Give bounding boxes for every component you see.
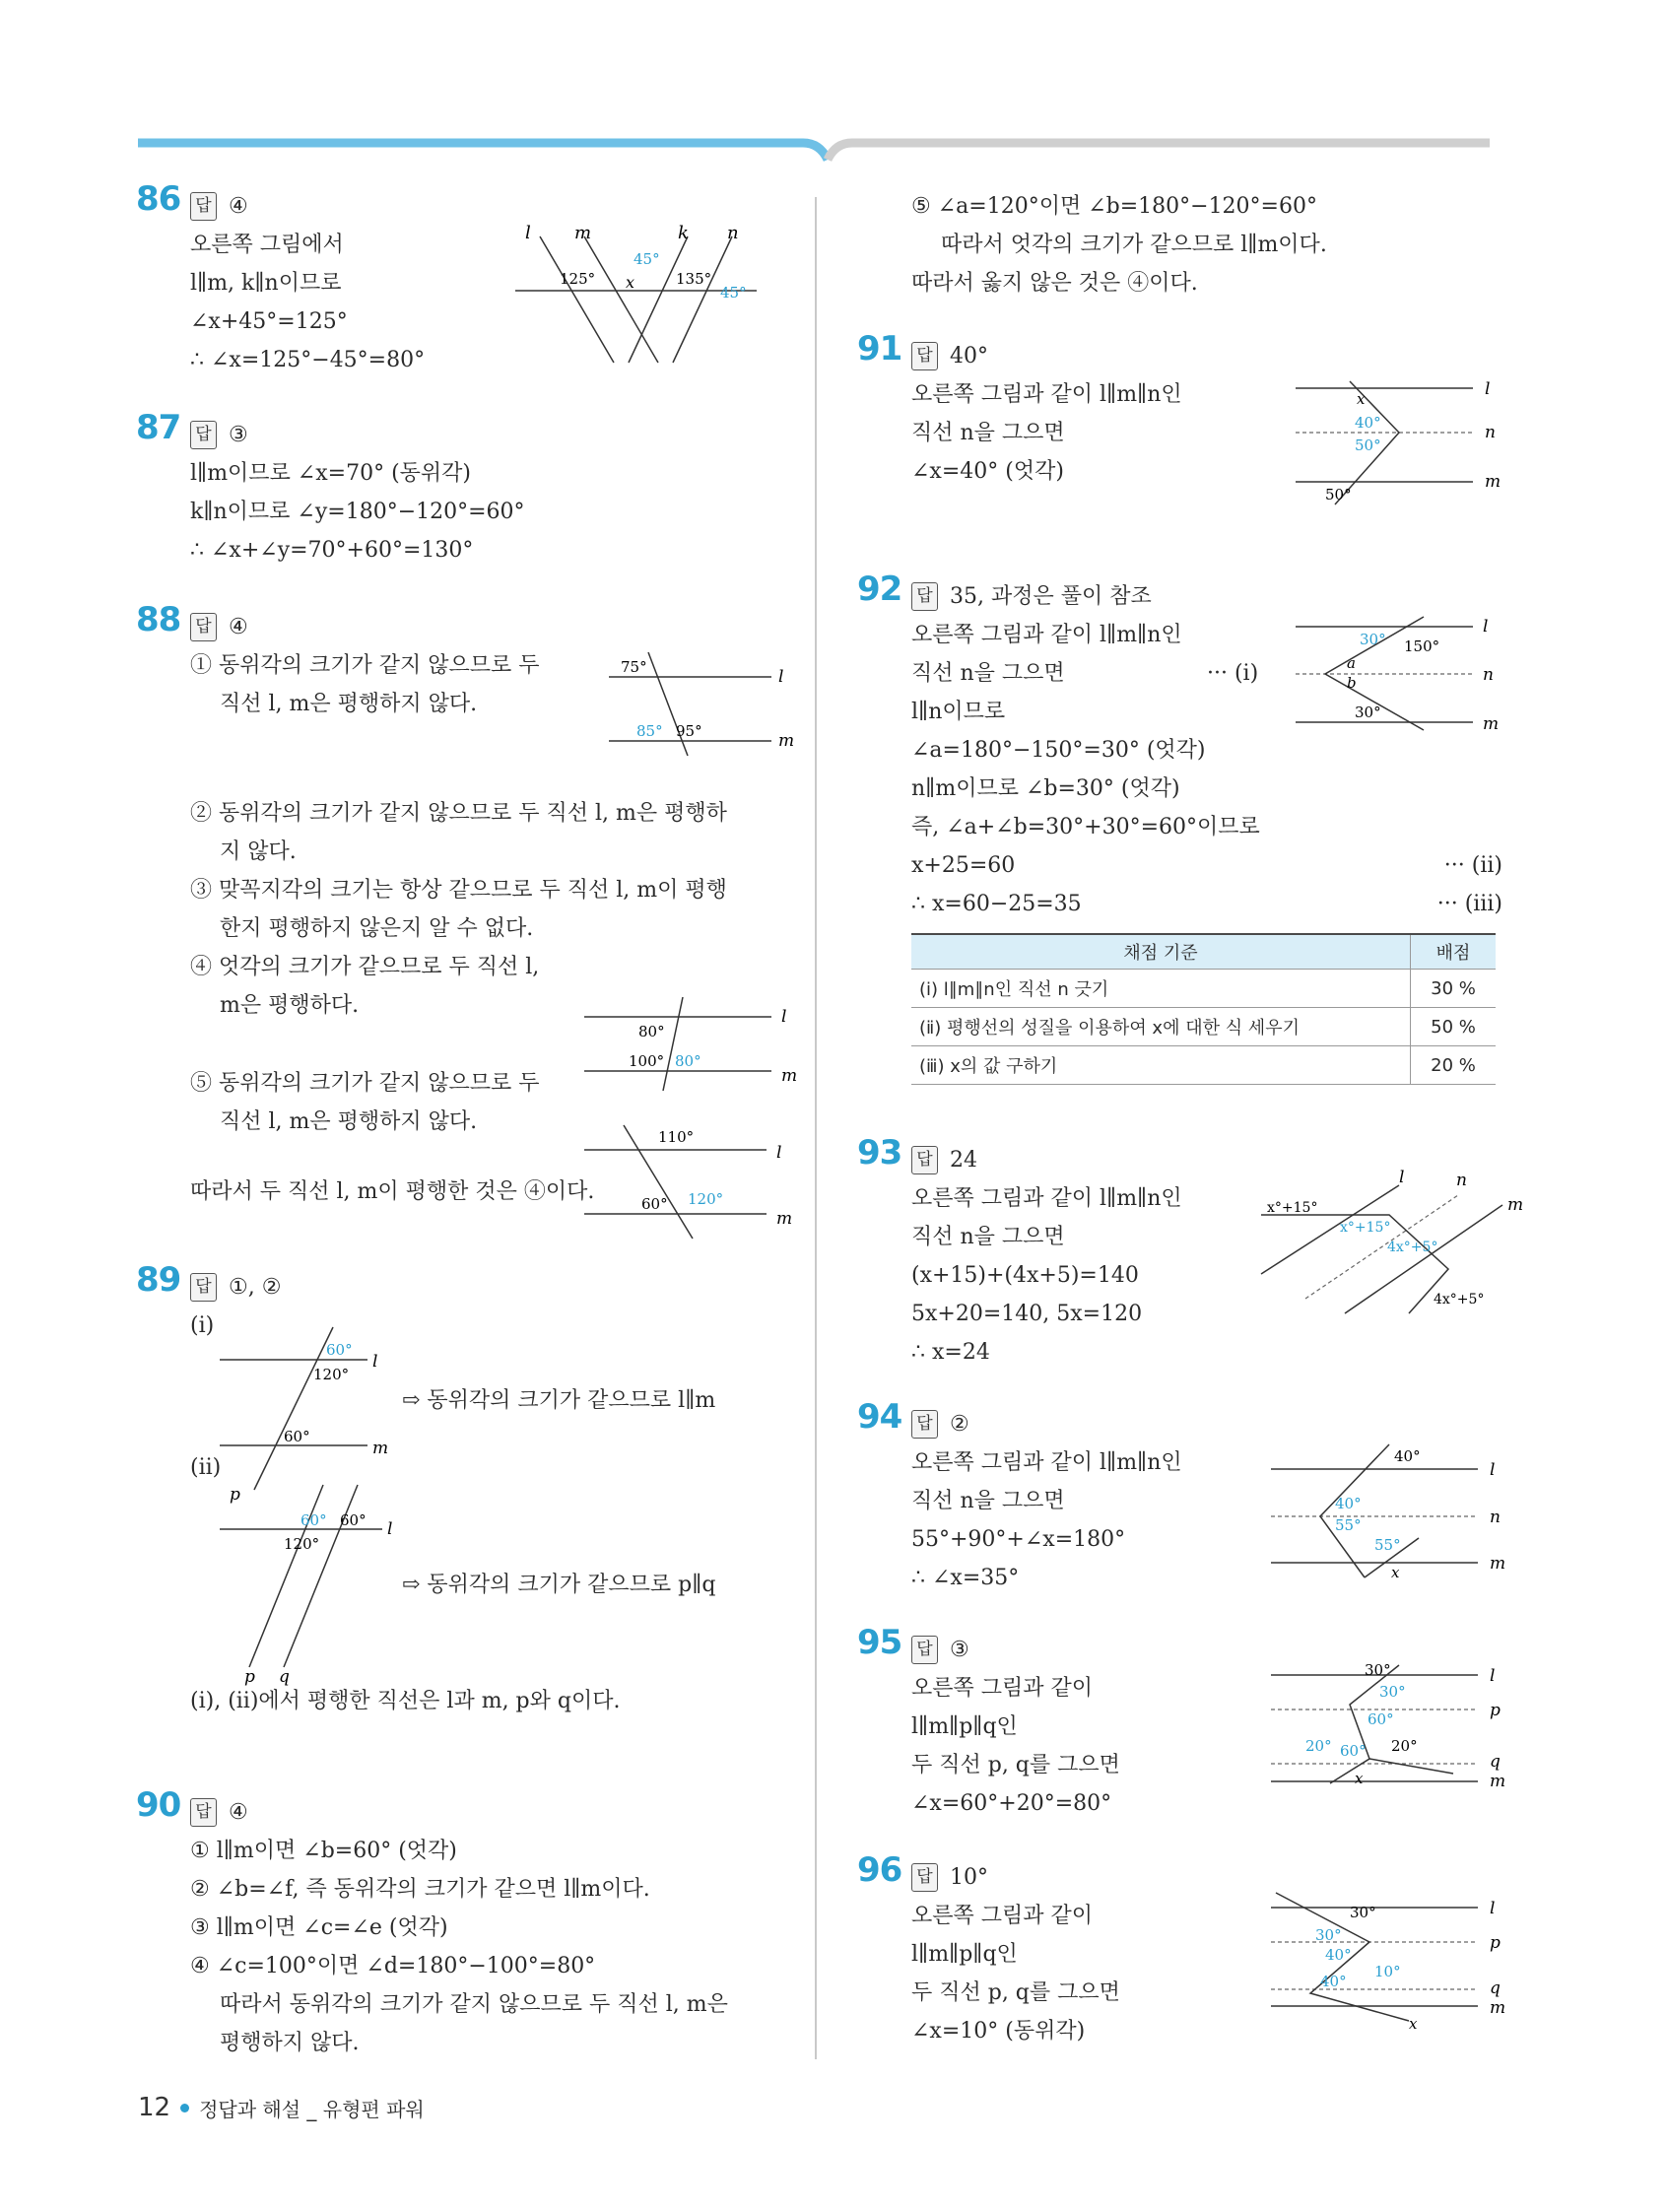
figure-92: [1296, 607, 1527, 735]
angle-label: 50°: [1355, 436, 1381, 454]
angle-label: x: [626, 273, 635, 292]
angle-label: 60°: [340, 1511, 367, 1529]
problem-number: 86: [136, 179, 181, 219]
answer-value: ④: [229, 194, 248, 219]
bullet-icon: [180, 2104, 189, 2112]
problem-87: [136, 408, 821, 570]
problem-number: 87: [136, 408, 181, 447]
problem-number: 89: [136, 1260, 181, 1300]
answer-badge: 답: [911, 1863, 938, 1892]
case-label: (ⅱ): [190, 1455, 222, 1480]
header-decoration: [0, 0, 1668, 168]
angle-label: b: [1347, 674, 1357, 692]
angle-label: 4x°+5°: [1434, 1292, 1485, 1307]
step-mark: ··· (ⅱ): [1443, 853, 1502, 878]
solution-line: ∴ x=24: [911, 1340, 990, 1365]
line-label: m: [1490, 1998, 1506, 2018]
solution-line: ∠x+45°=125°: [190, 309, 348, 334]
angle-label: 55°: [1335, 1516, 1362, 1534]
solution-line: ③ l∥m이면 ∠c=∠e (엇각): [190, 1915, 448, 1940]
solution-line: 55°+90°+∠x=180°: [911, 1527, 1126, 1552]
problem-92: [857, 570, 1542, 1077]
solution-line: ② 동위각의 크기가 같지 않으므로 두 직선 l, m은 평행하: [190, 801, 727, 826]
angle-label: 125°: [560, 270, 596, 288]
angle-label: x°+15°: [1340, 1220, 1391, 1236]
solution-line: 따라서 동위각의 크기가 같지 않으므로 두 직선 l, m은: [220, 1992, 728, 2017]
solution-line: 즉, ∠a+∠b=30°+30°=60°이므로: [911, 815, 1260, 839]
angle-label: x: [1357, 390, 1366, 408]
answer-badge: 답: [190, 421, 217, 449]
solution-line: ③ 맞꼭지각의 크기는 항상 같으므로 두 직선 l, m이 평행: [190, 878, 727, 903]
answer-line: [190, 416, 821, 454]
solution-line: ∠x=40° (엇각): [911, 459, 1064, 484]
problem-number: 94: [857, 1397, 902, 1437]
table-cell: 50 %: [1411, 1008, 1497, 1046]
solution-line: 평행하지 않다.: [220, 2031, 360, 2055]
figure-96: [1271, 1883, 1527, 2031]
angle-label: x: [1391, 1564, 1400, 1581]
solution-line: ④ 엇각의 크기가 같으므로 두 직선 l,: [190, 955, 540, 979]
problem-88: [136, 600, 821, 1229]
problem-90: [136, 1785, 821, 2062]
angle-label: 4x°+5°: [1387, 1240, 1438, 1255]
answer-line: [190, 608, 821, 646]
line-label: n: [1483, 665, 1494, 685]
answer-line: [190, 1793, 821, 1832]
line-label: l: [1490, 1666, 1496, 1686]
solution-line: 오른쪽 그림과 같이 l∥m∥n인: [911, 382, 1182, 407]
line-label: m: [574, 223, 592, 243]
line-label: m: [1490, 1772, 1506, 1791]
arrow-note: ⇨ 동위각의 크기가 같으므로 l∥m: [402, 1388, 716, 1413]
solution-line: ① 동위각의 크기가 같지 않으므로 두: [190, 653, 540, 678]
table-cell: (ⅲ) x의 값 구하기: [911, 1046, 1411, 1085]
angle-label: 50°: [1325, 486, 1352, 503]
figure-88-1: [609, 647, 806, 756]
table-cell: 20 %: [1411, 1046, 1497, 1085]
solution-line: 오른쪽 그림과 같이 l∥m∥n인: [911, 623, 1182, 647]
table-cell: 30 %: [1411, 970, 1497, 1008]
angle-label: x: [1409, 2015, 1418, 2033]
table-row: [911, 1008, 1496, 1046]
angle-label: 85°: [636, 722, 663, 740]
answer-value: ③: [229, 423, 248, 447]
solution-line: l∥n이므로: [911, 700, 1006, 724]
figure-91: [1296, 376, 1527, 509]
table-cell: (ⅱ) 평행선의 성질을 이용하여 x에 대한 식 세우기: [911, 1008, 1411, 1046]
line-label: m: [778, 731, 795, 751]
solution-line: 한지 평행하지 않은지 알 수 없다.: [220, 916, 534, 941]
angle-label: 30°: [1360, 631, 1386, 648]
angle-label: 40°: [1335, 1495, 1362, 1512]
angle-label: x°+15°: [1267, 1200, 1318, 1216]
line-label: l: [1490, 1899, 1496, 1918]
answer-line: [911, 337, 1542, 375]
angle-label: 30°: [1355, 704, 1381, 721]
solution-line: ④ ∠c=100°이면 ∠d=180°−100°=80°: [190, 1954, 596, 1978]
angle-label: 60°: [1340, 1742, 1367, 1760]
problem-number: 96: [857, 1850, 902, 1890]
solution-line: [911, 846, 1502, 885]
angle-label: x: [1355, 1770, 1364, 1787]
case-label: (ⅰ): [190, 1313, 215, 1338]
solution-line: m은 평행하다.: [220, 993, 360, 1018]
answer-badge: 답: [190, 613, 217, 641]
angle-label: 30°: [1315, 1926, 1342, 1944]
problem-86: [136, 179, 821, 379]
line-label: q: [1490, 1752, 1501, 1772]
solution-line: l∥m, k∥n이므로: [190, 271, 342, 296]
angle-label: 55°: [1374, 1536, 1401, 1554]
step-mark: ··· (ⅰ): [1207, 661, 1259, 686]
answer-badge: 답: [911, 342, 938, 370]
angle-label: 20°: [1391, 1737, 1418, 1755]
solution-line: 두 직선 p, q를 그으면: [911, 1980, 1120, 2005]
solution-line: 직선 l, m은 평행하지 않다.: [220, 692, 478, 716]
angle-label: 40°: [1394, 1447, 1421, 1465]
line-label: l: [776, 1143, 782, 1163]
line-label: l: [372, 1352, 378, 1372]
line-label: l: [1399, 1168, 1405, 1187]
solution-line: ② ∠b=∠f, 즉 동위각의 크기가 같으면 l∥m이다.: [190, 1877, 650, 1902]
page-number: 12: [138, 2093, 171, 2122]
angle-label: 95°: [676, 722, 702, 740]
table-cell: (ⅰ) l∥m∥n인 직선 n 긋기: [911, 970, 1411, 1008]
answer-value: 35, 과정은 풀이 참조: [950, 584, 1152, 609]
line-label: l: [1490, 1460, 1496, 1480]
table-header: 채점 기준: [911, 934, 1411, 970]
line-label: m: [776, 1209, 793, 1229]
solution-line: 직선 l, m은 평행하지 않다.: [220, 1109, 478, 1134]
angle-label: 60°: [326, 1341, 353, 1359]
line-label: n: [1485, 423, 1496, 442]
line-label: q: [279, 1667, 290, 1687]
answer-badge: 답: [190, 192, 217, 221]
angle-label: 60°: [284, 1428, 310, 1445]
solution-line: ∴ ∠x=125°−45°=80°: [190, 348, 426, 372]
angle-label: 80°: [638, 1023, 665, 1040]
solution-line: ∠x=10° (동위각): [911, 2019, 1086, 2044]
answer-badge: 답: [911, 582, 938, 611]
conclusion-line: 따라서 두 직선 l, m이 평행한 것은 ④이다.: [190, 1179, 595, 1204]
problem-number: 88: [136, 600, 181, 639]
solution-line: k∥n이므로 ∠y=180°−120°=60°: [190, 500, 525, 524]
solution-line: l∥m이므로 ∠x=70° (동위각): [190, 461, 471, 486]
line-label: p: [230, 1485, 240, 1505]
solution-line: ⑤ 동위각의 크기가 같지 않으므로 두: [190, 1071, 540, 1096]
solution-line: ∠a=180°−150°=30° (엇각): [911, 738, 1206, 763]
problem-91: [857, 329, 1542, 503]
answer-value: ④: [229, 1800, 248, 1825]
line-label: n: [727, 223, 739, 243]
solution-line: 직선 n을 그으면: [911, 1225, 1065, 1249]
line-label: n: [1456, 1171, 1467, 1190]
arrow-note: ⇨ 동위각의 크기가 같으므로 p∥q: [402, 1573, 716, 1597]
answer-line: [190, 187, 821, 226]
problem-number: 95: [857, 1623, 902, 1662]
angle-label: 120°: [284, 1535, 320, 1553]
angle-label: 40°: [1325, 1946, 1352, 1964]
answer-value: 40°: [950, 344, 988, 369]
answer-value: ③: [950, 1638, 969, 1662]
table-row: [911, 970, 1496, 1008]
figure-89-i: [220, 1327, 417, 1505]
line-label: p: [1490, 1701, 1501, 1720]
line-label: k: [678, 223, 689, 243]
problem-number: 90: [136, 1785, 181, 1825]
line-label: n: [1490, 1508, 1501, 1527]
angle-label: 45°: [634, 250, 660, 268]
line-label: m: [1490, 1554, 1506, 1574]
solution-line: 오른쪽 그림과 같이 l∥m∥n인: [911, 1450, 1182, 1475]
solution-line: 지 않다.: [220, 839, 297, 864]
solution-line: 직선 n을 그으면: [911, 421, 1065, 445]
conclusion-line: (ⅰ), (ⅱ)에서 평행한 직선은 l과 m, p와 q이다.: [190, 1689, 621, 1713]
answer-badge: 답: [190, 1273, 217, 1302]
footer-label: 정답과 해설 _ 유형편 파워: [199, 2097, 425, 2121]
answer-badge: 답: [911, 1636, 938, 1664]
solution-line: 오른쪽 그림에서: [190, 233, 344, 257]
solution-line: 오른쪽 그림과 같이: [911, 1904, 1094, 1928]
line-label: q: [1490, 1978, 1501, 1998]
solution-line: l∥m∥p∥q인: [911, 1714, 1018, 1739]
angle-label: 20°: [1305, 1737, 1332, 1755]
solution-line: 오른쪽 그림과 같이 l∥m∥n인: [911, 1186, 1182, 1211]
grading-table: [911, 933, 1496, 1085]
solution-line: ⑤ ∠a=120°이면 ∠b=180°−120°=60°: [911, 194, 1317, 219]
solution-line: l∥m∥p∥q인: [911, 1942, 1018, 1967]
solution-line: ∠x=60°+20°=80°: [911, 1791, 1112, 1816]
solution-line: 따라서 엇각의 크기가 같으므로 l∥m이다.: [941, 233, 1327, 257]
problem-number: 93: [857, 1133, 902, 1173]
angle-label: 80°: [675, 1052, 701, 1070]
solution-line: ∴ ∠x=35°: [911, 1566, 1020, 1590]
answer-value: ①, ②: [229, 1275, 282, 1300]
figure-93: [1261, 1168, 1527, 1313]
angle-label: 100°: [629, 1052, 665, 1070]
answer-badge: 답: [911, 1410, 938, 1439]
solution-text: x+25=60: [911, 853, 1016, 878]
answer-value: 24: [950, 1148, 977, 1173]
answer-badge: 답: [190, 1798, 217, 1827]
figure-86: [515, 223, 757, 365]
answer-value: ②: [950, 1412, 969, 1437]
figure-95: [1271, 1660, 1527, 1793]
problem-96: [857, 1850, 1542, 2050]
table-header: 배점: [1411, 934, 1497, 970]
angle-label: 30°: [1350, 1904, 1376, 1921]
solution-text: ∴ x=60−25=35: [911, 892, 1082, 916]
solution-line: 두 직선 p, q를 그으면: [911, 1753, 1120, 1777]
angle-label: 45°: [720, 284, 747, 302]
solution-line: (x+15)+(4x+5)=140: [911, 1263, 1139, 1288]
angle-label: 10°: [1374, 1963, 1401, 1980]
line-label: l: [1483, 617, 1489, 637]
line-label: m: [1485, 472, 1501, 492]
answer-value: ④: [229, 615, 248, 639]
angle-label: a: [1347, 654, 1356, 672]
solution-line: 따라서 옳지 않은 것은 ④이다.: [911, 271, 1198, 296]
line-label: m: [781, 1066, 798, 1086]
line-label: l: [525, 223, 531, 243]
angle-label: 60°: [300, 1511, 327, 1529]
line-label: p: [1490, 1933, 1501, 1953]
solution-line: n∥m이므로 ∠b=30° (엇각): [911, 776, 1180, 801]
solution-text: 직선 n을 그으면: [911, 661, 1065, 686]
angle-label: 30°: [1379, 1683, 1406, 1701]
page-footer: [138, 2093, 425, 2122]
solution-line: [911, 885, 1502, 923]
line-label: l: [387, 1519, 393, 1539]
line-label: l: [1485, 379, 1491, 399]
angle-label: 40°: [1320, 1973, 1347, 1990]
step-mark: ··· (ⅲ): [1436, 892, 1502, 916]
problem-89: [136, 1260, 821, 1713]
answer-badge: 답: [911, 1146, 938, 1174]
solution-line: 직선 n을 그으면: [911, 1489, 1065, 1513]
angle-label: 60°: [641, 1195, 668, 1213]
problem-95: [857, 1623, 1542, 1823]
angle-label: 120°: [313, 1366, 350, 1383]
angle-label: 40°: [1355, 414, 1381, 432]
angle-label: 110°: [658, 1128, 695, 1146]
answer-value: 10°: [950, 1865, 988, 1890]
angle-label: 150°: [1404, 637, 1440, 655]
line-label: m: [1507, 1195, 1524, 1215]
angle-label: 60°: [1368, 1710, 1394, 1728]
angle-label: 135°: [676, 270, 712, 288]
solution-line: ① l∥m이면 ∠b=60° (엇각): [190, 1839, 457, 1863]
answer-line: [911, 1405, 1542, 1443]
solution-line: 오른쪽 그림과 같이: [911, 1676, 1094, 1701]
problem-93: [857, 1133, 1542, 1372]
solution-line: 5x+20=140, 5x=120: [911, 1302, 1143, 1326]
angle-label: 75°: [621, 658, 647, 676]
problem-94: [857, 1397, 1542, 1597]
line-label: l: [781, 1007, 787, 1027]
answer-line: [190, 1268, 821, 1307]
problem-number: 92: [857, 570, 902, 609]
line-label: l: [778, 667, 784, 687]
table-row: [911, 1046, 1496, 1085]
solution-line: ∴ ∠x+∠y=70°+60°=130°: [190, 538, 474, 563]
line-label: p: [244, 1667, 255, 1687]
problem-90-continued: [911, 187, 1542, 302]
line-label: m: [1483, 714, 1500, 734]
angle-label: 30°: [1365, 1661, 1391, 1679]
problem-number: 91: [857, 329, 902, 369]
angle-label: 120°: [688, 1190, 724, 1208]
line-label: m: [372, 1439, 389, 1458]
figure-94: [1271, 1440, 1527, 1581]
